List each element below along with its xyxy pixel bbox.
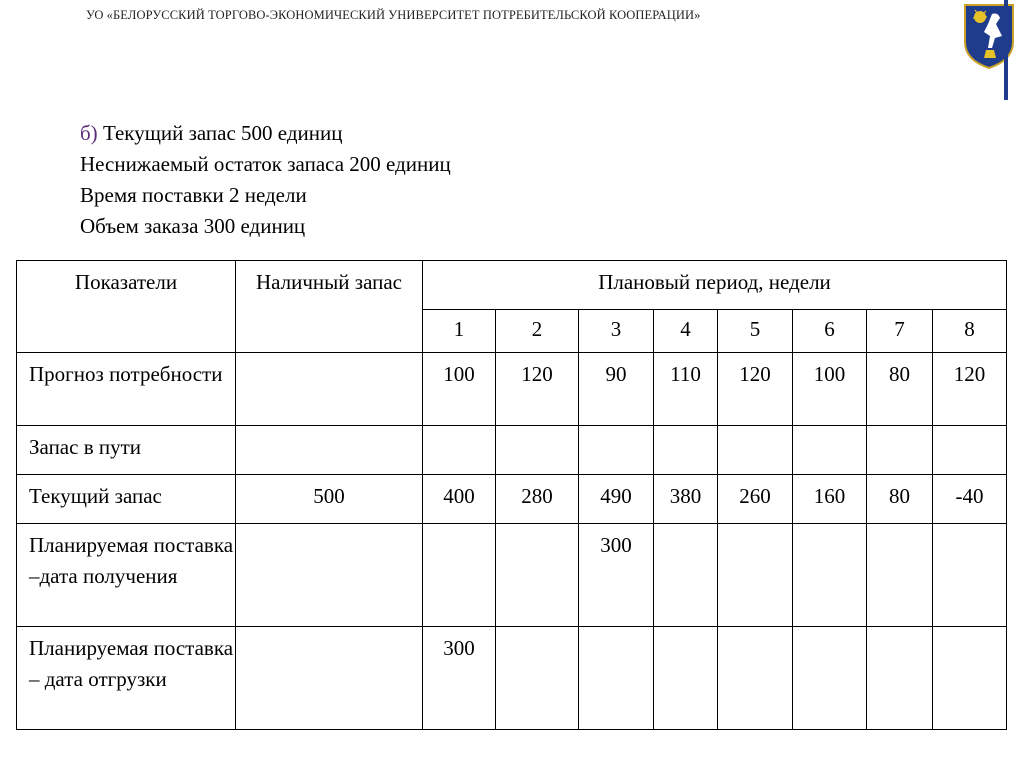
value-cell: 380 <box>654 475 718 524</box>
value-cell <box>654 426 718 475</box>
value-cell: 120 <box>933 353 1007 426</box>
value-cell <box>933 524 1007 627</box>
value-cell <box>579 627 654 730</box>
university-title: УО «БЕЛОРУССКИЙ ТОРГОВО-ЭКОНОМИЧЕСКИЙ УНИВЕРСИТЕТ ПОТРЕБИТЕЛЬСКОЙ КООПЕРАЦИИ» <box>86 8 701 22</box>
value-cell <box>867 627 933 730</box>
item-marker: б) <box>80 121 98 145</box>
stock-cell <box>236 426 423 475</box>
week-header: 5 <box>718 310 793 353</box>
value-cell <box>718 524 793 627</box>
value-cell <box>793 524 867 627</box>
value-cell: 100 <box>423 353 496 426</box>
row-label: Текущий запас <box>17 475 236 524</box>
stock-cell <box>236 353 423 426</box>
value-cell <box>867 524 933 627</box>
value-cell: 90 <box>579 353 654 426</box>
value-cell <box>654 524 718 627</box>
value-cell <box>423 426 496 475</box>
header-accent-bar <box>1004 0 1008 100</box>
value-cell <box>718 426 793 475</box>
condition-line-3: Время поставки 2 недели <box>80 183 307 207</box>
value-cell: 110 <box>654 353 718 426</box>
week-header: 1 <box>423 310 496 353</box>
value-cell <box>933 426 1007 475</box>
value-cell: 490 <box>579 475 654 524</box>
row-label: Запас в пути <box>17 426 236 475</box>
value-cell: 80 <box>867 475 933 524</box>
value-cell <box>867 426 933 475</box>
week-header: 8 <box>933 310 1007 353</box>
value-cell: 300 <box>423 627 496 730</box>
table-row <box>17 426 1007 475</box>
value-cell: 100 <box>793 353 867 426</box>
value-cell <box>933 627 1007 730</box>
inventory-plan-table <box>16 260 1007 730</box>
week-header: 3 <box>579 310 654 353</box>
value-cell: 260 <box>718 475 793 524</box>
value-cell <box>579 426 654 475</box>
value-cell <box>496 627 579 730</box>
row-label: Планируемая поставка – дата отгрузки <box>17 627 236 730</box>
condition-line-1: б) Текущий запас 500 единиц <box>80 121 343 145</box>
value-cell: 80 <box>867 353 933 426</box>
value-cell: 300 <box>579 524 654 627</box>
stock-cell: 500 <box>236 475 423 524</box>
value-cell: 400 <box>423 475 496 524</box>
header-available-stock: Наличный запас <box>236 261 423 353</box>
week-header: 2 <box>496 310 579 353</box>
value-cell <box>423 524 496 627</box>
task-conditions <box>80 118 451 242</box>
week-header: 6 <box>793 310 867 353</box>
table-row <box>17 627 1007 730</box>
condition-line-2: Неснижаемый остаток запаса 200 единиц <box>80 152 451 176</box>
table-row <box>17 475 1007 524</box>
value-cell: 120 <box>496 353 579 426</box>
value-cell: 120 <box>718 353 793 426</box>
week-header: 7 <box>867 310 933 353</box>
condition-line-4: Объем заказа 300 единиц <box>80 214 306 238</box>
value-cell <box>654 627 718 730</box>
header-indicators: Показатели <box>17 261 236 353</box>
table-row <box>17 524 1007 627</box>
stock-cell <box>236 524 423 627</box>
value-cell <box>793 426 867 475</box>
header-planning-period: Плановый период, недели <box>423 261 1007 310</box>
value-cell: 160 <box>793 475 867 524</box>
value-cell: -40 <box>933 475 1007 524</box>
slide-header <box>0 0 1024 100</box>
stock-cell <box>236 627 423 730</box>
value-cell <box>496 524 579 627</box>
week-header: 4 <box>654 310 718 353</box>
value-cell <box>496 426 579 475</box>
value-cell <box>718 627 793 730</box>
value-cell <box>793 627 867 730</box>
table-row <box>17 353 1007 426</box>
row-label: Планируемая поставка –дата получения <box>17 524 236 627</box>
value-cell: 280 <box>496 475 579 524</box>
row-label: Прогноз потребности <box>17 353 236 426</box>
